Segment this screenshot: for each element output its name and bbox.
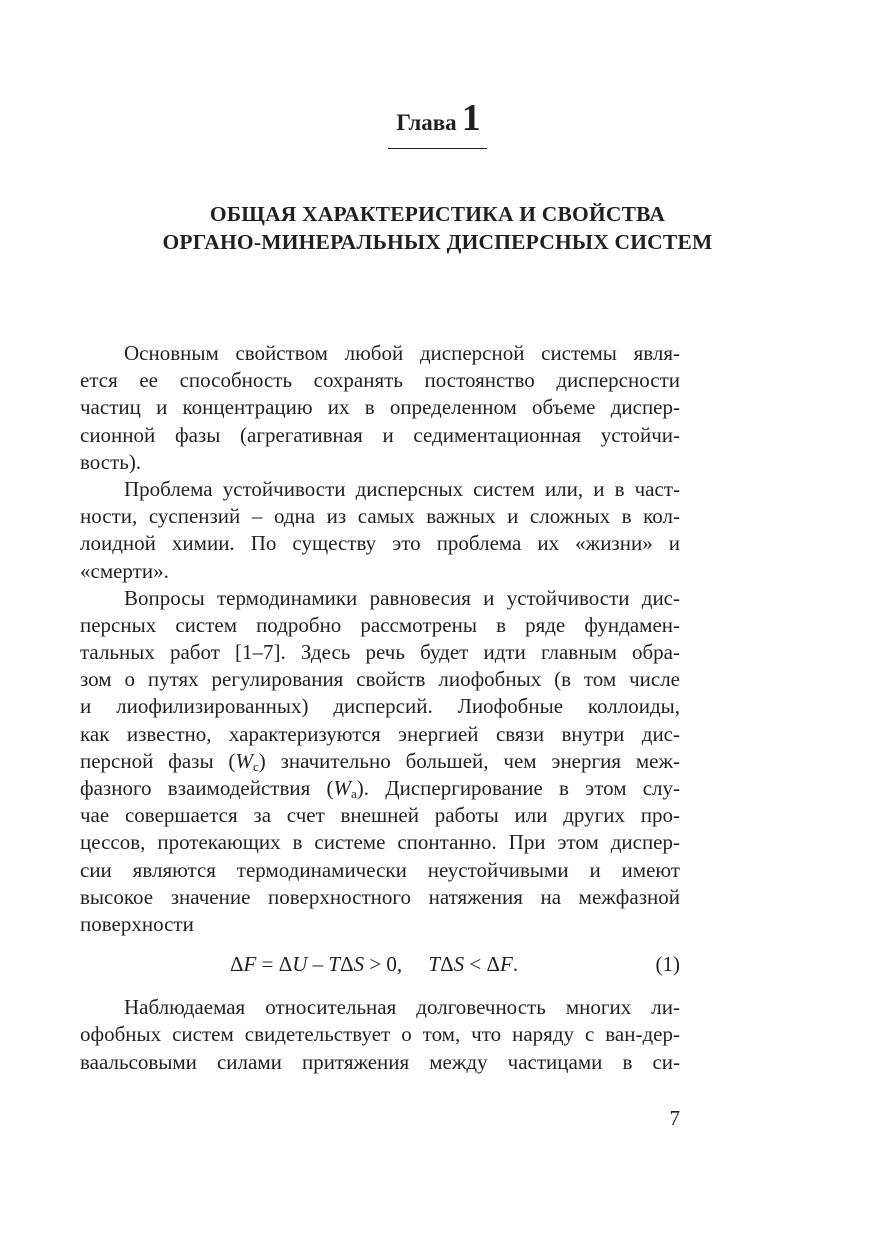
paragraph-2	[80, 476, 680, 585]
paragraph-3	[80, 585, 680, 938]
paragraph-1	[80, 340, 680, 476]
page-number: 7	[669, 1106, 680, 1130]
text-line: офобных систем свидетельствует о том, что наряду с ван-дер-	[80, 1022, 680, 1047]
text-line: персных систем подробно рассмотрены в ряде фундамен-	[80, 612, 680, 637]
text-line: Проблема устойчивости дисперсных систем или, и в част-	[124, 476, 680, 501]
chapter-title-line-1: ОБЩАЯ ХАРАКТЕРИСТИКА И СВОЙСТВА	[209, 202, 666, 226]
text-line: и лиофилизированных) дисперсий. Лиофобные коллоиды,	[80, 694, 680, 719]
chapter-label	[388, 98, 486, 149]
math-variable: W	[333, 776, 352, 800]
chapter-word: Глава	[396, 110, 457, 135]
text-fragment: ) значительно большей, чем энергия меж-	[258, 748, 680, 773]
chapter-heading	[0, 98, 875, 149]
text-line: поверхности	[80, 911, 194, 936]
text-line: чае совершается за счет внешней работы или других про-	[80, 803, 680, 828]
text-line: высокое значение поверхностного натяжения на межфазной	[80, 884, 680, 909]
text-line	[80, 775, 680, 802]
paragraph-4	[80, 994, 680, 1076]
chapter-title	[90, 200, 785, 256]
equation-1	[80, 938, 680, 986]
text-line: вость).	[80, 449, 142, 474]
text-fragment: персной фазы (	[80, 748, 236, 773]
text-line	[80, 748, 680, 775]
text-line: лоидной химии. По существу это проблема их «жизни» и	[80, 531, 680, 556]
math-subscript: a	[351, 786, 357, 801]
body-text	[80, 340, 680, 1076]
text-line: частиц и концентрацию их в определенном объеме диспер-	[80, 395, 680, 420]
text-line: цессов, протекающих в системе спонтанно. При этом диспер-	[80, 830, 680, 855]
text-fragment: фазного взаимодействия (	[80, 776, 334, 800]
text-fragment: ). Диспергирование в этом слу-	[356, 776, 680, 800]
text-line: Наблюдаемая относительная долговечность многих ли-	[124, 995, 680, 1020]
text-line: сии являются термодинамически неустойчивыми и имеют	[80, 857, 680, 882]
math-subscript: c	[252, 758, 259, 774]
equation-expression: ΔF = ΔU – TΔS > 0, TΔS < ΔF.	[230, 952, 519, 977]
text-line: тальных работ [1–7]. Здесь речь будет идти главным обра-	[80, 640, 680, 665]
text-line: как известно, характеризуются энергией связи внутри дис-	[80, 721, 680, 746]
equation-number: (1)	[655, 952, 680, 977]
math-variable: W	[235, 748, 253, 773]
text-line: ности, суспензий – одна из самых важных и сложных в кол-	[80, 504, 680, 529]
text-line: зом о путях регулирования свойств лиофобных (в том числе	[80, 667, 680, 692]
chapter-number: 1	[461, 97, 481, 139]
chapter-title-line-2: ОРГАНО-МИНЕРАЛЬНЫХ ДИСПЕРСНЫХ СИСТЕМ	[162, 230, 713, 254]
text-line: сионной фазы (агрегативная и седиментационная устойчи-	[80, 422, 680, 447]
text-line: Основным свойством любой дисперсной системы явля-	[124, 341, 680, 365]
text-line: ваальсовыми силами притяжения между частицами в си-	[80, 1049, 680, 1074]
text-line: Вопросы термодинамики равновесия и устойчивости дис-	[124, 585, 680, 610]
text-line: «смерти».	[80, 558, 169, 583]
text-line: ется ее способность сохранять постоянство дисперсности	[80, 368, 680, 393]
